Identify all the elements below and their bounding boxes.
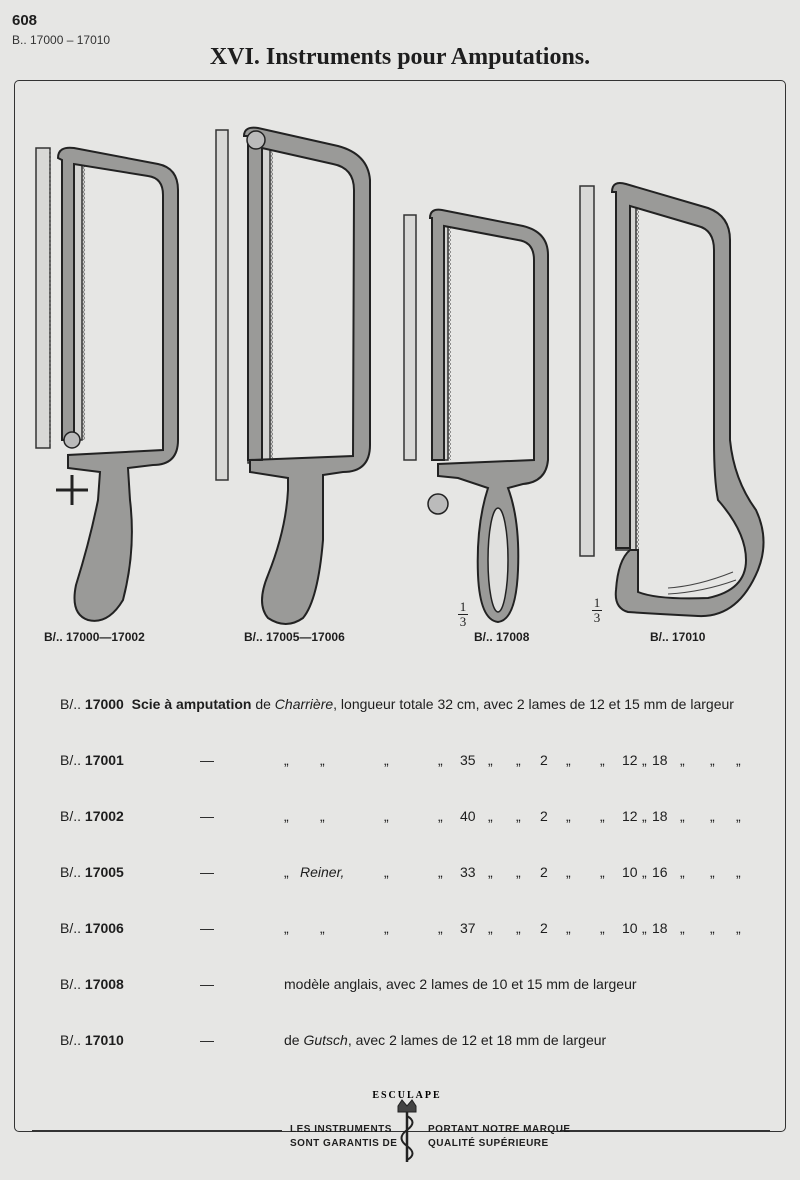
footer-left-line1: LES INSTRUMENTS	[290, 1124, 392, 1135]
entry-code: B/.. 17002	[60, 808, 124, 824]
entry-code: B/.. 17005	[60, 864, 124, 880]
catalog-entry: B/.. 17006 — „ „ „ „ 37 „ „ 2 „ „ 10 „ 18 „ „ „	[60, 920, 741, 936]
catalog-entry: B/.. 17005 — „ Reiner, „ „ 33 „ „ 2 „ „ 10 „ 16 „ „ „	[60, 864, 741, 880]
spare-blade	[216, 130, 228, 480]
catalog-entry: B/.. 17010 — de Gutsch, avec 2 lames de 12 et 18 mm de largeur	[60, 1032, 607, 1048]
catalog-entry: B/.. 17002 — „ „ „ „ 40 „ „ 2 „ „ 12 „ 18 „ „ „	[60, 808, 741, 824]
scale-17008: 1 3	[459, 599, 467, 629]
entry-code: B/.. 17006	[60, 920, 124, 936]
saw-17010-illustration	[580, 183, 764, 616]
figure-label-17000: B/.. 17000—17002	[44, 630, 145, 644]
saws-illustration	[18, 120, 778, 630]
entry-code: B/.. 17000 Scie à amputation de Charrière, longueur totale 32 cm, avec 2 lames de 12 et 15 mm de largeur	[60, 696, 734, 712]
footer-rule-right	[560, 1130, 770, 1131]
catalog-entry: B/.. 17008 — modèle anglais, avec 2 lames de 10 et 15 mm de largeur	[60, 976, 637, 992]
figure-label-17010: B/.. 17010	[650, 630, 706, 644]
saw-17008-illustration	[404, 210, 548, 622]
scale-17010: 1 3	[593, 595, 601, 625]
entry-code: B/.. 17001	[60, 752, 124, 768]
saw-17000-illustration	[36, 148, 178, 621]
spare-blade	[580, 186, 594, 556]
page-number: 608	[12, 12, 38, 29]
footer-right-line2: QUALITÉ SUPÉRIEURE	[428, 1138, 549, 1149]
saw-17005-illustration	[216, 128, 370, 624]
catalog-entry	[60, 696, 780, 720]
footer-left-line2: SONT GARANTIS DE	[290, 1138, 398, 1149]
page-range: B.. 17000 – 17010	[12, 33, 111, 47]
entry-code: B/.. 17008	[60, 976, 124, 992]
spare-blade	[404, 215, 416, 460]
catalog-entry: B/.. 17001 — „ „ „ 35 „ „ 2 „ „ 12 18 „ „ „ „ „	[60, 752, 741, 768]
brand-name: ESCULAPE	[372, 1090, 442, 1101]
figure-label-17008: B/.. 17008	[474, 630, 530, 644]
spare-blade	[36, 148, 50, 448]
figure-label-17005: B/.. 17005—17006	[244, 630, 345, 644]
footer-rule-left	[32, 1130, 282, 1131]
footer-right-line1: PORTANT NOTRE MARQUE	[428, 1124, 571, 1135]
page-title: XVI. Instruments pour Amputations.	[209, 44, 591, 70]
entry-code: B/.. 17010	[60, 1032, 124, 1048]
